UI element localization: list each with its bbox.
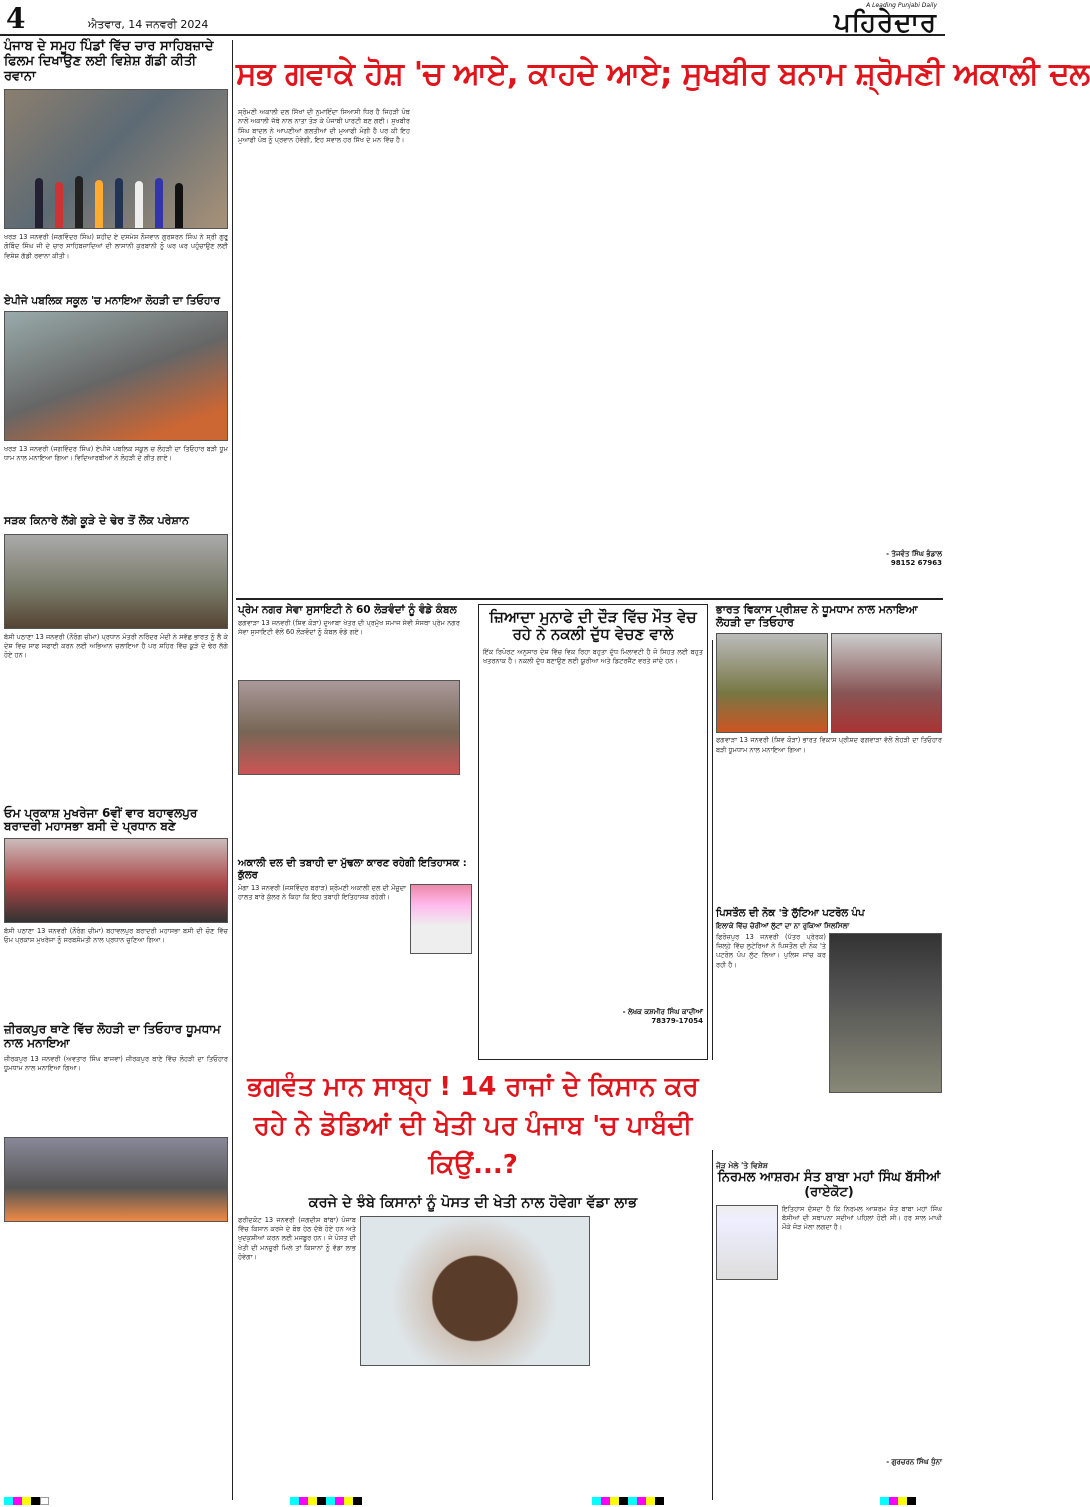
milk-byline: - ਲੇਖਕ ਕਸ਼ਮੀਰ ਸਿੰਘ ਕਾਦੀਆਂ (622, 1007, 703, 1016)
left-story2-photo (4, 311, 228, 441)
pistol-headline: ਪਿਸਤੌਲ ਦੀ ਨੋਕ 'ਤੇ ਲੁੱਟਿਆ ਪਟਰੋਲ ਪੰਪ (716, 908, 865, 919)
left-story3-photo (4, 534, 228, 629)
akali-headline: ਅਕਾਲੀ ਦਲ ਦੀ ਤਬਾਹੀ ਦਾ ਮੁੱਢਲਾ ਕਾਰਣ ਰਹੇਗੀ ਇਤਿਹਾਸਕ : ਕੁੱਲਰ (238, 858, 467, 881)
main-headline: ਸਭ ਗਵਾਕੇ ਹੋਸ਼ 'ਚ ਆਏ, ਕਾਹਦੇ ਆਏ; ਸੁਖਬੀਰ ਬਨਾਮ ਸ਼੍ਰੋਮਣੀ ਅਕਾਲੀ ਦਲ (236, 56, 1090, 92)
tagline: A Leading Punjabi Daily (866, 2, 937, 9)
milk-headline: ਜ਼ਿਆਦਾ ਮੁਨਾਫੇ ਦੀ ਦੌੜ ਵਿੱਚ ਮੌਤ ਵੇਚ ਰਹੇ ਨੇ ਨਕਲੀ ਦੁੱਧ ਵੇਚਣ ਵਾਲੇ (489, 608, 697, 644)
poppy-seeds-photo (360, 1216, 590, 1366)
left-story2-body: ਖਰੜ 13 ਜਨਵਰੀ (ਜਗਵਿੰਦਰ ਸਿੰਘ) ਏਪੀਜੇ ਪਬਲਿਕ ਸਕੂਲ ਚ ਲੋਹੜੀ ਦਾ ਤਿਓਹਾਰ ਬੜੀ ਧੂਮ ਧਾਮ ਨਾਲ ਮਨਾਇਆ ਗਿਆ। ਵਿਦਿਆਰਥੀਆਂ ਨੇ ਲੋਹੜੀ ਦੇ ਗੀਤ ਗਾਏ। (4, 444, 228, 463)
pistol-story (716, 908, 942, 1148)
pistol-subheadline: ਇਲਾਕੇ ਵਿੱਚ ਚੋਰੀਆਂ ਲੁੱਟਾਂ ਦਾ ਨਾ ਰੁਕਿਆ ਸਿਲਸਿਲਾ (716, 921, 850, 930)
milk-body: ਇੱਕ ਰਿਪੋਰਟ ਅਨੁਸਾਰ ਦੇਸ਼ ਵਿੱਚ ਵਿਕ ਰਿਹਾ ਬਹੁਤਾ ਦੁੱਧ ਮਿਲਾਵਟੀ ਹੈ ਜੋ ਸਿਹਤ ਲਈ ਬਹੁਤ ਖਤਰਨਾਕ ਹੈ। ਨਕਲੀ ਦੁੱਧ ਬਣਾਉਣ ਲਈ ਯੂਰੀਆ ਅਤੇ ਡਿਟਰਜੈਂਟ ਵਰਤੇ ਜਾਂਦੇ ਹਨ। (483, 647, 703, 665)
blanket-body: ਫਗਵਾੜਾ 13 ਜਨਵਰੀ (ਸ਼ਿਵ ਕੋੜਾ) ਦੁਆਬਾ ਖੇਤਰ ਦੀ ਪ੍ਰਮੁੱਖ ਸਮਾਜ ਸੇਵੀ ਸੰਸਥਾ ਪ੍ਰੇਮ ਨਗਰ ਸੇਵਾ ਸੁਸਾਇਟੀ ਵੱਲੋਂ 60 ਲੋੜਵੰਦਾਂ ਨੂੰ ਕੰਬਲ ਵੰਡੇ ਗਏ। (238, 619, 460, 637)
page-number: 4 (6, 2, 26, 35)
blanket-headline: ਪ੍ਰੇਮ ਨਗਰ ਸੇਵਾ ਸੁਸਾਇਟੀ ਨੇ 60 ਲੋੜਵੰਦਾਂ ਨੂੰ ਵੰਡੇ ਕੰਬਲ (238, 604, 457, 616)
cmyk-strip (880, 1497, 916, 1505)
blanket-body-2 (238, 778, 460, 848)
main-story-col-3 (590, 108, 762, 594)
saint-portrait (716, 1205, 778, 1280)
column-rule (712, 1150, 713, 1500)
left-story5-headline: ਜ਼ੀਰਕਪੁਰ ਥਾਣੇ ਵਿੱਚ ਲੋਹੜੀ ਦਾ ਤਿਓਹਾਰ ਧੂਮਧਾਮ ਨਾਲ ਮਨਾਇਆ (4, 1022, 221, 1050)
pistol-body: ਫਿਰੋਜ਼ਪੁਰ 13 ਜਨਵਰੀ (ਪੱਤਰ ਪ੍ਰੇਰਕ) ਜ਼ਿਲ੍ਹੇ ਵਿੱਚ ਲੁਟੇਰਿਆਂ ਨੇ ਪਿਸਤੌਲ ਦੀ ਨੋਕ 'ਤੇ ਪਟਰੋਲ ਪੰਪ ਲੁੱਟ ਲਿਆ। ਪੁਲਿਸ ਜਾਂਚ ਕਰ ਰਹੀ ਹੈ। (716, 932, 826, 969)
main-story-col-1 (238, 108, 410, 594)
main-story-phone: 98152 67963 (890, 559, 942, 567)
column-rule (712, 640, 713, 1060)
poppy-body-3 (594, 1216, 704, 1496)
main-story-byline: - ਤੇਜਵੰਤ ਸਿੰਘ ਭੰਡਾਲ (886, 550, 942, 558)
left-story1-headline: ਪੰਜਾਬ ਦੇ ਸਮੂਹ ਪਿੰਡਾਂ ਵਿੱਚ ਚਾਰ ਸਾਹਿਬਜ਼ਾਦੇ ਫਿਲਮ ਦਿਖਾਉਣ ਲਈ ਵਿਸ਼ੇਸ਼ ਗੱਡੀ ਕੀਤੀ ਰਵਾਨਾ (4, 39, 214, 84)
bharat-body: ਫਗਵਾੜਾ 13 ਜਨਵਰੀ (ਸ਼ਿਵ ਕੋੜਾ) ਭਾਰਤ ਵਿਕਾਸ ਪ੍ਰੀਸ਼ਦ ਫਗਵਾੜਾ ਵੱਲੋਂ ਲੋਹੜੀ ਦਾ ਤਿਓਹਾਰ ਬੜੀ ਧੂਮਧਾਮ ਨਾਲ ਮਨਾਇਆ ਗਿਆ। (716, 736, 942, 754)
bharat-photo-1 (716, 633, 828, 733)
newspaper-logo: ਪਹਿਰੇਦਾਰ (834, 8, 937, 38)
main-story-col-4 (766, 108, 942, 548)
nirmal-body: ਇਤਿਹਾਸ ਦੱਸਦਾ ਹੈ ਕਿ ਨਿਰਮਲ ਆਸ਼ਰਮ ਸੰਤ ਬਾਬਾ ਮਹਾਂ ਸਿੰਘ ਬੱਸੀਆਂ ਦੀ ਸਥਾਪਨਾ ਸਦੀਆਂ ਪਹਿਲਾਂ ਹੋਈ ਸੀ। ਹਰ ਸਾਲ ਮਾਘੀ ਮੌਕੇ ਜੋੜ ਮੇਲਾ ਲਗਦਾ ਹੈ। (782, 1204, 942, 1232)
left-story4-headline: ਓਮ ਪ੍ਰਕਾਸ਼ ਮੁਖਰੇਜਾ 6ਵੀਂ ਵਾਰ ਬਹਾਵਲਪੁਰ ਬਰਾਦਰੀ ਮਹਾਸਭਾ ਬਸੀ ਦੇ ਪ੍ਰਧਾਨ ਬਣੇ (4, 805, 198, 834)
nirmal-headline: ਨਿਰਮਲ ਆਸ਼ਰਮ ਸੰਤ ਬਾਬਾ ਮਹਾਂ ਸਿੰਘ ਬੱਸੀਆਂ (ਰਾਏਕੋਟ) (717, 1169, 941, 1200)
cmyk-strip (592, 1497, 664, 1505)
masthead (0, 0, 945, 36)
column-rule (232, 40, 233, 1500)
main-story-byline-block (766, 550, 942, 590)
cmyk-strip (4, 1497, 49, 1505)
main-story-body: ਸ਼੍ਰੋਮਣੀ ਅਕਾਲੀ ਦਲ ਸਿੱਖਾਂ ਦੀ ਨੁਮਾਇੰਦਾ ਸਿਆਸੀ ਧਿਰ ਹੈ ਜਿਹੜੀ ਪੰਥ ਨਾਲੋਂ ਅਕਾਲੀ ਜੱਥੇ ਨਾਲ ਨਾਤਾ ਤੋੜ ਕੇ ਪੰਜਾਬੀ ਪਾਰਟੀ ਬਣ ਗਈ। ਸੁਖਬੀਰ ਸਿੰਘ ਬਾਦਲ ਨੇ ਆਪਣੀਆਂ ਗਲਤੀਆਂ ਦੀ ਮੁਆਫੀ ਮੰਗੀ ਹੈ ਪਰ ਕੀ ਇਹ ਮੁਆਫੀ ਪੰਥ ਨੂੰ ਪ੍ਰਵਾਨ ਹੋਵੇਗੀ, ਇਹ ਸਵਾਲ ਹਰ ਸਿੱਖ ਦੇ ਮਨ ਵਿੱਚ ਹੈ। (238, 108, 410, 145)
author-portrait (410, 884, 472, 954)
bharat-story (716, 604, 942, 904)
akali-story (238, 858, 472, 1063)
cmyk-strip (290, 1497, 362, 1505)
poppy-body-2 (360, 1369, 590, 1494)
blanket-story (238, 604, 460, 854)
cctv-photo (829, 933, 942, 1093)
nirmal-story (716, 1162, 942, 1500)
poppy-story (238, 1195, 708, 1500)
blanket-photo (238, 680, 460, 775)
left-story3-body: ਬੱਸੀ ਪਠਾਣਾ 13 ਜਨਵਰੀ (ਨੌਰੰਗ ਚੀਮਾ) ਪ੍ਰਧਾਨ ਮੰਤਰੀ ਨਰਿੰਦਰ ਮੋਦੀ ਨੇ ਸਵੱਛ ਭਾਰਤ ਨੂੰ ਲੈ ਕੇ ਦੇਸ਼ ਵਿਚ ਸਾਫ ਸਫਾਈ ਕਰਨ ਲਈ ਅਭਿਆਨ ਚਲਾਇਆ ਹੈ ਪਰ ਸ਼ਹਿਰ ਵਿੱਚ ਕੂੜੇ ਦੇ ਢੇਰ ਲੱਗੇ ਹੋਏ ਹਨ। (4, 632, 228, 660)
poppy-body: ਫਰੀਦਕੋਟ 13 ਜਨਵਰੀ (ਜਗਦੀਸ਼ ਬਾਂਬਾ) ਪੰਜਾਬ ਵਿੱਚ ਕਿਸਾਨ ਕਰਜੇ ਦੇ ਬੋਝ ਹੇਠ ਦੱਬੇ ਹੋਏ ਹਨ ਅਤੇ ਖੁਦਕੁਸ਼ੀਆਂ ਕਰਨ ਲਈ ਮਜਬੂਰ ਹਨ। ਜੇ ਪੋਸਤ ਦੀ ਖੇਤੀ ਦੀ ਮਨਜ਼ੂਰੀ ਮਿਲੇ ਤਾਂ ਕਿਸਾਨਾਂ ਨੂੰ ਵੱਡਾ ਲਾਭ ਹੋਵੇਗਾ। (238, 1215, 356, 1262)
main-story-col-2 (414, 108, 586, 594)
akali-body: ਮੋਗਾ 13 ਜਨਵਰੀ (ਜਸਵਿੰਦਰ ਬਰਾੜ) ਸ਼੍ਰੋਮਣੀ ਅਕਾਲੀ ਦਲ ਦੀ ਮੌਜੂਦਾ ਹਾਲਤ ਬਾਰੇ ਕੁੱਲਰ ਨੇ ਕਿਹਾ ਕਿ ਇਹ ਤਬਾਹੀ ਇਤਿਹਾਸਕ ਰਹੇਗੀ। (238, 884, 406, 902)
left-story4-body: ਬੱਸੀ ਪਠਾਣਾ 13 ਜਨਵਰੀ (ਨੌਰੰਗ ਚੀਮਾ) ਬਹਾਵਲਪੁਰ ਬਰਾਦਰੀ ਮਹਾਸਭਾ ਬਸੀ ਦੀ ਚੋਣ ਵਿੱਚ ਓਮ ਪ੍ਰਕਾਸ਼ ਮੁਖਰੇਜਾ ਨੂੰ ਸਰਬਸੰਮਤੀ ਨਾਲ ਪ੍ਰਧਾਨ ਚੁਣਿਆ ਗਿਆ। (4, 927, 228, 945)
section-rule (236, 598, 943, 600)
left-column (4, 40, 228, 1500)
nirmal-byline: - ਗੁਰਚਰਨ ਸਿੰਘ ਧੁੰਨਾ (886, 1457, 942, 1466)
milk-phone: 78379-17054 (651, 1016, 703, 1025)
left-story3-headline: ਸੜਕ ਕਿਨਾਰੇ ਲੱਗੇ ਕੂੜੇ ਦੇ ਢੇਰ ਤੋਂ ਲੋਕ ਪਰੇਸ਼ਾਨ (4, 513, 189, 527)
left-story5-photo (4, 1137, 228, 1222)
issue-date: ਐਤਵਾਰ, 14 ਜਨਵਰੀ 2024 (88, 18, 209, 31)
left-story1-photo (4, 89, 228, 229)
poppy-headline: ਕਰਜੇ ਦੇ ਝੰਬੇ ਕਿਸਾਨਾਂ ਨੂੰ ਪੋਸਤ ਦੀ ਖੇਤੀ ਨਾਲ ਹੋਵੇਗਾ ਵੱਡਾ ਲਾਭ (308, 1195, 638, 1211)
bharat-photo-2 (831, 633, 943, 733)
milk-story (478, 604, 708, 1060)
bharat-headline: ਭਾਰਤ ਵਿਕਾਸ ਪ੍ਰੀਸ਼ਦ ਨੇ ਧੂਮਧਾਮ ਨਾਲ ਮਨਾਇਆ ਲੋਹੜੀ ਦਾ ਤਿਓਹਾਰ (716, 603, 918, 629)
bhagwant-mann-headline: ਭਗਵੰਤ ਮਾਨ ਸਾਬ੍ਹ ! 14 ਰਾਜਾਂ ਦੇ ਕਿਸਾਨ ਕਰ ਰਹੇ ਨੇ ਡੋਡਿਆਂ ਦੀ ਖੇਤੀ ਪਰ ਪੰਜਾਬ 'ਚ ਪਾਬੰਦੀ ਕਿਉਂ...? (247, 1072, 699, 1180)
nirmal-kicker: ਜੋੜ ਮੇਲੇ 'ਤੇ ਵਿਸ਼ੇਸ਼ (716, 1161, 768, 1170)
left-story5-body: ਜ਼ੀਰਕਪੁਰ 13 ਜਨਵਰੀ (ਅਵਤਾਰ ਸਿੰਘ ਬਾਜਵਾ) ਜ਼ੀਰਕਪੁਰ ਥਾਣੇ ਵਿੱਚ ਲੋਹੜੀ ਦਾ ਤਿਓਹਾਰ ਧੂਮਧਾਮ ਨਾਲ ਮਨਾਇਆ ਗਿਆ। (4, 1054, 228, 1073)
left-story1-body: ਖਰੜ 13 ਜਨਵਰੀ (ਜਗਵਿੰਦਰ ਸਿੰਘ) ਸ਼ਹੀਦ ਏ ਦਸਮੇਸ਼ ਨੌਜਵਾਨ ਗੁਰਸ਼ਰਨ ਸਿੰਘ ਨੇ ਸ੍ਰੀ ਗੁਰੂ ਗੋਬਿੰਦ ਸਿੰਘ ਜੀ ਦੇ ਚਾਰ ਸਾਹਿਬਜ਼ਾਦਿਆਂ ਦੀ ਲਾਸਾਨੀ ਕੁਰਬਾਨੀ ਨੂੰ ਘਰ ਘਰ ਪਹੁੰਚਾਉਣ ਲਈ ਵਿਸ਼ੇਸ਼ ਗੱਡੀ ਰਵਾਨਾ ਕੀਤੀ। (4, 232, 228, 260)
left-story4-photo (4, 838, 228, 923)
nirmal-body-2 (716, 1283, 942, 1458)
left-story2-headline: ਏਪੀਜੇ ਪਬਲਿਕ ਸਕੂਲ 'ਚ ਮਨਾਇਆ ਲੋਹੜੀ ਦਾ ਤਿਓਹਾਰ (4, 294, 220, 307)
